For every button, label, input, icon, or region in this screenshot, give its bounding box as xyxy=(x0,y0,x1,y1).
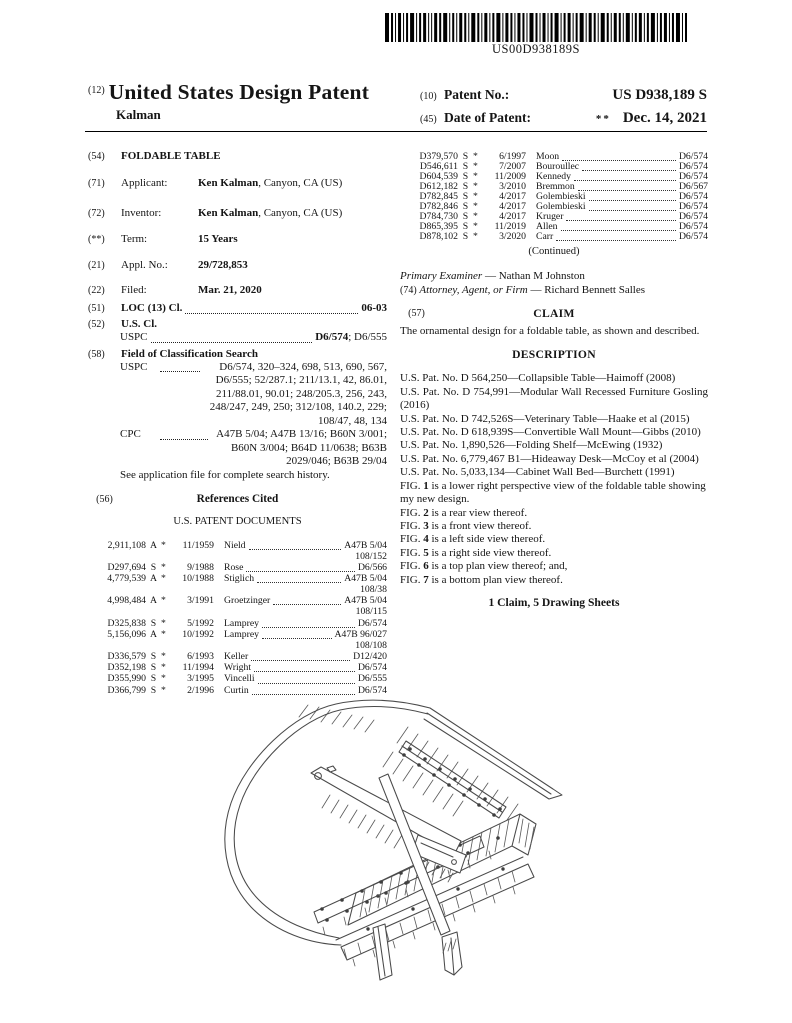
ref-inventor-name: Golembieski xyxy=(536,201,586,212)
ref-kind-code: S xyxy=(462,151,469,162)
header-left xyxy=(88,80,369,123)
ref-kind-code: A xyxy=(150,628,157,640)
field-code: (72) xyxy=(88,207,105,219)
field-uspc-row xyxy=(88,361,387,374)
loc-value: 06-03 xyxy=(361,302,387,315)
field-uspc-continuation: 108/47, 48, 134 xyxy=(317,414,387,427)
uspc-value xyxy=(315,331,387,344)
attorney-name: — Richard Bennett Salles xyxy=(527,283,645,296)
ref-inventor-name: Allen xyxy=(536,221,558,232)
fig-text: is a top plan view thereof; and, xyxy=(428,560,568,573)
dot-leader xyxy=(262,620,355,628)
reference-row xyxy=(88,618,387,629)
search-history-note: See application file for complete search history. xyxy=(120,469,330,482)
inventor-row xyxy=(88,207,387,220)
ref-asterisk: * xyxy=(161,595,166,607)
ref-date: 11/1994 xyxy=(182,662,214,674)
figure-description-line xyxy=(400,574,708,587)
header-rule xyxy=(85,131,707,132)
page-title: United States Design Patent xyxy=(108,80,370,104)
ref-classification: D6/574 xyxy=(678,231,708,242)
ref-date: 5/1992 xyxy=(187,617,214,629)
ref-classification: 108/152 xyxy=(355,550,387,562)
uspc-secondary-class: ; D6/555 xyxy=(348,331,387,344)
ref-asterisk: * xyxy=(161,573,166,584)
fig-number: 4 xyxy=(423,533,429,546)
ref-asterisk: * xyxy=(161,539,166,551)
reference-row xyxy=(88,662,387,673)
filed-label: Filed: xyxy=(121,284,147,297)
ref-asterisk: * xyxy=(473,201,478,212)
patent-date-label: Date of Patent: xyxy=(444,110,531,125)
ref-classification: D6/574 xyxy=(678,151,708,162)
ref-patent-number: 4,998,484 xyxy=(107,595,146,607)
ref-patent-number: D782,845 xyxy=(419,191,458,202)
reference-row xyxy=(88,673,387,684)
kind-code: (12) xyxy=(88,85,105,96)
ref-kind-code: S xyxy=(462,211,469,222)
ref-date: 3/2020 xyxy=(499,231,526,242)
field-code: (58) xyxy=(88,348,105,360)
ref-inventor-name: Groetzinger xyxy=(224,595,271,607)
ref-classification: D6/574 xyxy=(678,221,708,232)
field-code: (74) xyxy=(400,284,417,296)
ref-inventor-name: Wright xyxy=(224,662,252,674)
title-row xyxy=(88,150,387,163)
inventor-location: , Canyon, CA (US) xyxy=(258,206,343,219)
ref-patent-number: 4,779,539 xyxy=(107,573,146,584)
description-paragraph: U.S. Pat. No. D 618,939S—Convertible Wall Mount—Gibbs (2010) xyxy=(400,426,701,439)
invention-title: FOLDABLE TABLE xyxy=(121,150,221,162)
ref-kind-code: S xyxy=(462,181,469,192)
ref-date: 7/2007 xyxy=(499,161,526,172)
dot-leader xyxy=(258,676,355,684)
patent-date-row xyxy=(420,107,707,130)
ref-patent-number: D865,395 xyxy=(419,221,458,232)
applicant-value xyxy=(198,177,342,190)
fig-text: is a right side view thereof. xyxy=(428,546,552,559)
patent-number-label: Patent No.: xyxy=(444,87,510,102)
field-uspc-continuation: D6/555; 52/287.1; 211/13.1, 42, 86.01, xyxy=(215,374,387,387)
description-paragraph: U.S. Pat. No. D 754,991—Modular Wall Recessed Furniture Gosling (2016) xyxy=(400,385,708,412)
term-label: Term: xyxy=(121,233,148,246)
filed-row xyxy=(88,284,387,297)
ref-kind-code: S xyxy=(150,617,157,629)
applicant-row xyxy=(88,177,387,190)
claims-sheets-note: 1 Claim, 5 Drawing Sheets xyxy=(488,595,620,609)
dot-leader xyxy=(251,653,350,661)
ref-classification: 108/115 xyxy=(355,606,387,618)
description-paragraph: U.S. Pat. No. D 564,250—Collapsible Table—Haimoff (2008) xyxy=(400,372,676,385)
fig-text: is a rear view thereof. xyxy=(428,506,528,519)
inventor-label: Inventor: xyxy=(121,206,162,219)
field-search-label: Field of Classification Search xyxy=(121,347,258,360)
fig-text: is a lower right perspective view of the foldable table showing my new design. xyxy=(400,479,706,506)
ref-kind-code: S xyxy=(462,161,469,172)
field-code: (54) xyxy=(88,151,105,162)
field-cpc-continuation: 2029/046; B63B 29/04 xyxy=(286,454,387,467)
reference-row xyxy=(88,584,387,595)
dot-leader xyxy=(160,364,200,373)
ref-patent-number: D366,799 xyxy=(107,684,146,696)
fig-prefix: FIG. xyxy=(400,506,424,519)
ref-classification: D6/574 xyxy=(678,171,708,182)
ref-inventor-name: Rose xyxy=(224,561,244,573)
ref-classification: 108/38 xyxy=(360,584,387,596)
loc-label: LOC (13) Cl. xyxy=(121,302,183,315)
ref-classification: D6/574 xyxy=(357,684,387,696)
uspc-row xyxy=(88,331,387,344)
inventor-value xyxy=(198,207,342,220)
ref-kind-code: S xyxy=(462,201,469,212)
references-cited-heading xyxy=(88,493,387,506)
ref-classification: D6/574 xyxy=(357,617,387,629)
dot-leader xyxy=(578,183,676,191)
examiner-label: Primary Examiner xyxy=(400,270,483,283)
ref-kind-code: S xyxy=(462,171,469,182)
ref-inventor-name: Nield xyxy=(224,539,246,551)
ref-asterisk: * xyxy=(473,221,478,232)
applicant-label: Applicant: xyxy=(121,177,168,190)
field-code: (51) xyxy=(88,303,105,315)
patent-number-row xyxy=(420,84,707,107)
field-uspc-line: D6/574, 320–324, 698, 513, 690, 567, xyxy=(219,361,387,374)
dot-leader xyxy=(582,163,676,171)
ref-inventor-name: Golembieski xyxy=(536,191,586,202)
dot-leader xyxy=(254,665,355,673)
right-references-table xyxy=(400,152,708,242)
ref-asterisk: * xyxy=(473,171,478,182)
us-patent-documents-title: U.S. PATENT DOCUMENTS xyxy=(173,516,302,528)
ref-inventor-name: Stiglich xyxy=(224,573,255,584)
description-paragraphs xyxy=(400,372,708,479)
inventor-surname: Kalman xyxy=(116,107,161,122)
left-column xyxy=(88,150,387,696)
field-uspc-continuation: 248/247, 249, 250; 312/108, 140.2, 229; xyxy=(209,401,387,414)
dot-leader xyxy=(561,223,676,231)
fig-text: is a left side view thereof. xyxy=(428,533,546,546)
ref-asterisk: * xyxy=(473,161,478,172)
dot-leader xyxy=(252,687,355,695)
ref-patent-number: D297,694 xyxy=(107,561,146,573)
field-code: (52) xyxy=(88,318,105,330)
ref-asterisk: * xyxy=(161,662,166,674)
field-code: (21) xyxy=(88,259,105,271)
field-cpc-label: CPC xyxy=(120,428,141,441)
ref-inventor-name: Lamprey xyxy=(224,628,259,640)
barcode-text: US00D938189S xyxy=(492,42,580,56)
ref-classification: 108/108 xyxy=(355,639,387,651)
ref-date: 6/1997 xyxy=(499,151,526,162)
ref-patent-number: D782,846 xyxy=(419,201,458,212)
ref-date: 11/2019 xyxy=(494,221,526,232)
claim-title: CLAIM xyxy=(533,307,575,321)
ref-classification: D6/574 xyxy=(678,191,708,202)
ref-patent-number: D546,611 xyxy=(419,161,458,172)
dot-leader xyxy=(246,564,355,572)
field-code: (57) xyxy=(408,308,425,320)
ref-asterisk: * xyxy=(473,191,478,202)
ref-patent-number: 2,911,108 xyxy=(107,539,146,551)
fig-prefix: FIG. xyxy=(400,533,424,546)
claim-heading xyxy=(400,307,708,321)
description-paragraph: U.S. Pat. No. 1,890,526—Folding Shelf—McEwing (1932) xyxy=(400,439,663,452)
fig-prefix: FIG. xyxy=(400,546,424,559)
description-title: DESCRIPTION xyxy=(512,348,596,362)
ref-classification: D6/567 xyxy=(678,181,708,192)
ref-classification: D6/574 xyxy=(357,662,387,674)
reference-row xyxy=(88,540,387,551)
reference-row xyxy=(88,640,387,651)
ref-classification: D6/574 xyxy=(678,201,708,212)
field-uspc-continuation: 211/88.01, 90.01; 248/205.3, 256, 243, xyxy=(215,387,387,400)
application-number-label: Appl. No.: xyxy=(121,258,168,271)
ref-classification: D6/574 xyxy=(678,211,708,222)
uspc-primary-class: D6/574 xyxy=(315,331,349,344)
ref-patent-number: D784,730 xyxy=(419,211,458,222)
dot-leader xyxy=(249,542,342,550)
dot-leader xyxy=(160,431,208,440)
ref-inventor-name: Kennedy xyxy=(536,171,571,182)
loc-class-row xyxy=(88,302,387,315)
us-class-row xyxy=(88,318,387,331)
ref-inventor-name: Moon xyxy=(536,151,560,162)
fig1-foldable-table-drawing xyxy=(218,697,566,992)
ref-classification: A47B 5/04 xyxy=(344,573,387,584)
ref-inventor-name: Kruger xyxy=(536,211,564,222)
ref-inventor-name: Curtin xyxy=(224,684,249,696)
description-paragraph: U.S. Pat. No. 6,779,467 B1—Hideaway Desk—McCoy et al (2004) xyxy=(400,452,699,465)
references-cited-title: References Cited xyxy=(196,492,279,505)
ref-kind-code: S xyxy=(150,673,157,685)
ref-date: 4/2017 xyxy=(499,211,526,222)
field-code: (71) xyxy=(88,178,105,190)
ref-date: 3/2010 xyxy=(499,181,526,192)
ref-kind-code: S xyxy=(462,191,469,202)
fig-prefix: FIG. xyxy=(400,519,424,532)
ref-classification: A47B 5/04 xyxy=(344,539,387,551)
ref-inventor-name: Carr xyxy=(536,231,554,242)
ref-classification: A47B 96/027 xyxy=(334,628,387,640)
fig-number: 2 xyxy=(423,506,429,519)
dot-leader xyxy=(257,575,341,583)
figure-description-line xyxy=(400,547,708,560)
ref-date: 3/1991 xyxy=(187,595,214,607)
ref-patent-number: D355,990 xyxy=(107,673,146,685)
field-cpc-continuation: B60N 3/004; B64D 11/0638; B63B xyxy=(230,441,387,454)
reference-row xyxy=(88,551,387,562)
reference-row xyxy=(88,651,387,662)
dot-leader xyxy=(574,173,676,181)
inventor-name: Ken Kalman xyxy=(198,206,259,219)
ref-inventor-name: Bouroullec xyxy=(536,161,580,172)
ref-asterisk: * xyxy=(161,651,166,663)
reference-row xyxy=(88,595,387,606)
dot-leader xyxy=(589,193,676,201)
reference-row xyxy=(88,629,387,640)
dot-leader xyxy=(185,305,358,314)
header-right xyxy=(420,84,707,130)
dot-leader xyxy=(273,598,341,606)
dot-leader xyxy=(562,153,676,161)
ref-asterisk: * xyxy=(161,628,166,640)
fig-number: 3 xyxy=(423,519,429,532)
ref-asterisk: * xyxy=(473,211,478,222)
ref-asterisk: * xyxy=(161,673,166,685)
ref-kind-code: S xyxy=(462,221,469,232)
field-code: (**) xyxy=(88,234,105,246)
ref-classification: D6/555 xyxy=(357,673,387,685)
dot-leader xyxy=(262,631,332,639)
ref-classification: D6/574 xyxy=(678,161,708,172)
figure-description-line xyxy=(400,507,708,520)
examiner-line xyxy=(400,270,708,283)
patent-date-value: Dec. 14, 2021 xyxy=(622,110,707,126)
continued-note: (Continued) xyxy=(528,246,580,257)
reference-row xyxy=(88,573,387,584)
term-value: 15 Years xyxy=(198,233,238,246)
ref-inventor-name: Keller xyxy=(224,651,249,663)
ref-asterisk: * xyxy=(473,181,478,192)
ref-date: 10/1988 xyxy=(182,573,214,584)
ref-patent-number: D325,838 xyxy=(107,617,146,629)
dot-leader xyxy=(151,334,313,343)
dot-leader xyxy=(556,233,676,241)
reference-row xyxy=(88,562,387,573)
applicant-name: Ken Kalman xyxy=(198,177,259,190)
ref-asterisk: * xyxy=(473,231,478,242)
ref-inventor-name: Bremmon xyxy=(536,181,575,192)
field-cpc-row xyxy=(88,428,387,441)
claim-text: The ornamental design for a foldable table, as shown and described. xyxy=(400,324,700,337)
uspc-label: USPC xyxy=(120,331,148,344)
figure-description-line xyxy=(400,533,708,546)
fig-prefix: FIG. xyxy=(400,573,424,586)
field-code: (45) xyxy=(420,114,437,125)
ref-patent-number: D612,182 xyxy=(419,181,458,192)
patent-number-value: US D938,189 S xyxy=(612,87,707,103)
dot-leader xyxy=(566,213,676,221)
term-asterisks: ** xyxy=(595,113,611,125)
ref-patent-number: D352,198 xyxy=(107,662,146,674)
dot-leader xyxy=(589,203,676,211)
ref-patent-number: D379,570 xyxy=(419,151,458,162)
ref-classification: D6/566 xyxy=(357,561,387,573)
term-row xyxy=(88,233,387,246)
ref-asterisk: * xyxy=(473,151,478,162)
application-number-value: 29/728,853 xyxy=(198,258,248,271)
field-code: (22) xyxy=(88,285,105,297)
fig-prefix: FIG. xyxy=(400,479,424,492)
field-search-row xyxy=(88,348,387,361)
field-code: (56) xyxy=(96,493,113,505)
ref-patent-number: 5,156,096 xyxy=(107,628,146,640)
reference-row xyxy=(88,606,387,617)
ref-date: 6/1993 xyxy=(187,651,214,663)
attorney-label: Attorney, Agent, or Firm xyxy=(419,283,528,296)
ref-kind-code: S xyxy=(150,684,157,696)
ref-patent-number: D604,539 xyxy=(419,171,458,182)
ref-date: 2/1996 xyxy=(187,684,214,696)
examiner-name: — Nathan M Johnston xyxy=(482,270,585,283)
ref-classification: A47B 5/04 xyxy=(344,595,387,607)
figure-description-line xyxy=(400,520,708,533)
field-uspc-label: USPC xyxy=(120,361,148,374)
ref-kind-code: S xyxy=(150,561,157,573)
ref-kind-code: A xyxy=(150,573,157,584)
ref-inventor-name: Vincelli xyxy=(224,673,255,685)
ref-asterisk: * xyxy=(161,684,166,696)
ref-asterisk: * xyxy=(161,561,166,573)
ref-patent-number: D878,102 xyxy=(419,231,458,242)
fig-number: 1 xyxy=(423,479,429,492)
ref-classification: D12/420 xyxy=(353,651,387,663)
left-references-table xyxy=(88,540,387,696)
barcode xyxy=(383,13,689,57)
reference-row xyxy=(88,685,387,696)
ref-kind-code: S xyxy=(150,662,157,674)
attorney-line xyxy=(400,284,708,297)
filed-value: Mar. 21, 2020 xyxy=(198,284,262,297)
right-column xyxy=(400,146,708,609)
ref-date: 11/1959 xyxy=(182,539,214,551)
field-cpc-line: A47B 5/04; A47B 13/16; B60N 3/001; xyxy=(216,428,387,441)
ref-asterisk: * xyxy=(161,617,166,629)
ref-date: 10/1992 xyxy=(182,628,214,640)
description-paragraph: U.S. Pat. No. 5,033,134—Cabinet Wall Bed—Burchett (1991) xyxy=(400,466,675,479)
applicant-location: , Canyon, CA (US) xyxy=(258,177,343,190)
application-number-row xyxy=(88,259,387,272)
fig-text: is a front view thereof. xyxy=(428,519,532,532)
figure-description-line xyxy=(400,480,708,507)
fig-prefix: FIG. xyxy=(400,560,424,573)
fig-number: 6 xyxy=(423,560,429,573)
field-code: (10) xyxy=(420,91,437,102)
reference-row xyxy=(400,232,708,242)
figure-descriptions xyxy=(400,480,708,587)
ref-patent-number: D336,579 xyxy=(107,651,146,663)
barcode-image xyxy=(385,13,687,42)
fig-text: is a bottom plan view thereof. xyxy=(428,573,563,586)
ref-date: 4/2017 xyxy=(499,191,526,202)
ref-kind-code: A xyxy=(150,539,157,551)
description-paragraph: U.S. Pat. No. D 742,526S—Veterinary Table—Haake et al (2015) xyxy=(400,412,690,425)
ref-kind-code: S xyxy=(150,651,157,663)
ref-kind-code: A xyxy=(150,595,157,607)
us-class-label: U.S. Cl. xyxy=(121,317,158,330)
ref-date: 9/1988 xyxy=(187,561,214,573)
ref-date: 11/2009 xyxy=(494,171,526,182)
fig-number: 7 xyxy=(423,573,429,586)
figure-description-line xyxy=(400,560,708,573)
fig-number: 5 xyxy=(423,546,429,559)
ref-kind-code: S xyxy=(462,231,469,242)
ref-date: 4/2017 xyxy=(499,201,526,212)
ref-inventor-name: Lamprey xyxy=(224,617,259,629)
ref-date: 3/1995 xyxy=(187,673,214,685)
